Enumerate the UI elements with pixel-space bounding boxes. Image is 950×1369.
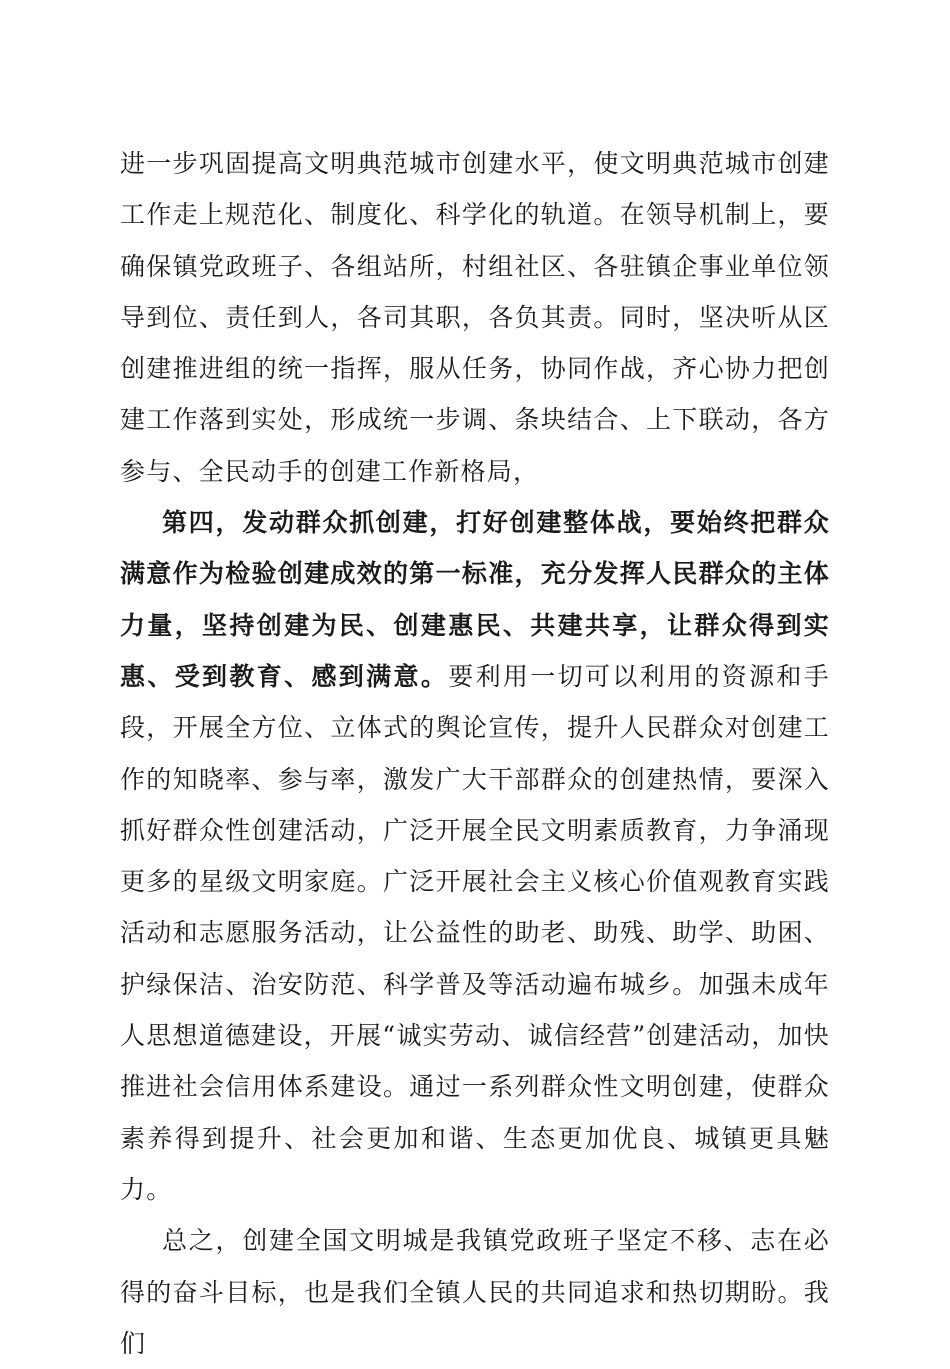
paragraph-fourth-point — [120, 497, 830, 1215]
paragraph-text: 总之，创建全国文明城是我镇党政班子坚定不移、志在必得的奋斗目标，也是我们全镇人民的共同追求和热切期盼。我们 — [120, 1226, 830, 1358]
document-body — [120, 138, 830, 1369]
paragraph-continuation — [120, 138, 830, 497]
paragraph-conclusion — [120, 1215, 830, 1369]
paragraph-text: 进一步巩固提高文明典范城市创建水平，使文明典范城市创建工作走上规范化、制度化、科学化的轨道。在领导机制上，要确保镇党政班子、各组站所，村组社区、各驻镇企事业单位领导到位、责任到人，各司其职，各负其责。同时，坚决听从区创建推进组的统一指挥，服从任务，协同作战，齐心协力把创建工作落到实处，形成统一步调、条块结合、上下联动，各方参与、全民动手的创建工作新格局， — [120, 149, 830, 486]
paragraph-text: 要利用一切可以利用的资源和手段，开展全方位、立体式的舆论宣传，提升人民群众对创建工作的知晓率、参与率，激发广大干部群众的创建热情，要深入抓好群众性创建活动，广泛开展全民文明素质教育，力争涌现更多的星级文明家庭。广泛开展社会主义核心价值观教育实践活动和志愿服务活动，让公益性的助老、助残、助学、助困、护绿保洁、治安防范、科学普及等活动遍布城乡。加强未成年人思想道德建设，开展“诚实劳动、诚信经营”创建活动，加快推进社会信用体系建设。通过一系列群众性文明创建，使群众素养得到提升、社会更加和谐、生态更加优良、城镇更具魅力。 — [120, 661, 830, 1204]
paragraph-lead-bold: 第四，发动群众抓创建，打好创建整体战，要始终把群众满意作为检验创建成效的第一标准，充分发挥人民群众的主体力量，坚持创建为民、创建惠民、共建共享，让群众得到实惠、受到教育、感到满意。 — [120, 508, 830, 691]
